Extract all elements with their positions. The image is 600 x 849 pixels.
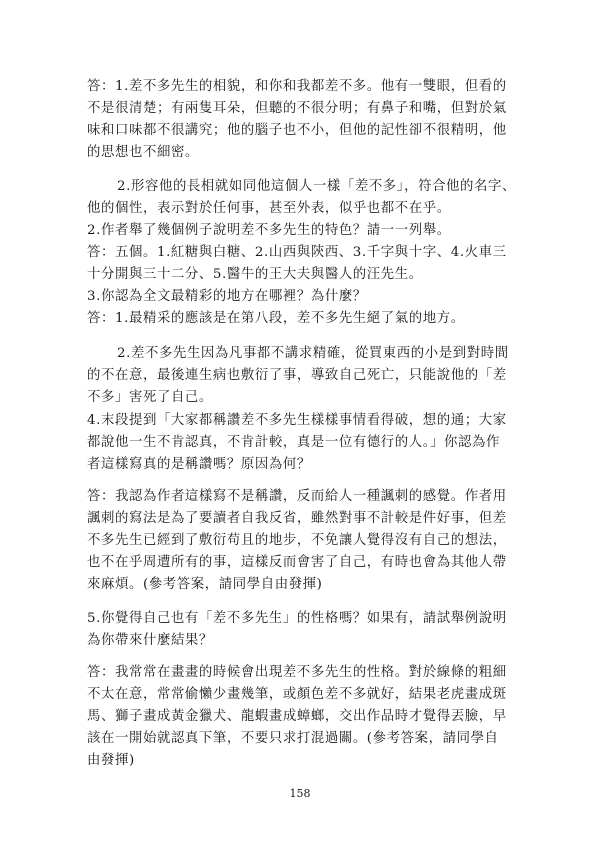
- text-line: 不多先生已經到了敷衍苟且的地步，不免讓人覺得沒有自己的想法，: [87, 533, 507, 548]
- text-line: 馬、獅子畫成黃金獵犬、龍蝦畫成蟑螂，交出作品時才覺得丟臉，早: [87, 709, 507, 724]
- text-line: 由發揮): [87, 753, 135, 768]
- text-line: 不多」害死了自己。: [87, 390, 213, 405]
- text-line: 的不在意，最後連生病也敷衍了事，導致自己死亡，只能說他的「差: [87, 368, 507, 383]
- text-line: 都說他一生不肯認真，不肯計較，真是一位有德行的人。」你認為作: [87, 435, 501, 450]
- question-line: 5.你覺得自己也有「差不多先生」的性格嗎？如果有，請試舉例說明: [87, 611, 507, 626]
- text-line: 也不在乎周遭所有的事，這樣反而會害了自己，有時也會為其他人帶: [87, 555, 507, 570]
- text-line: 答：我常常在畫畫的時候會出現差不多先生的性格。對於線條的粗細: [87, 665, 507, 680]
- question-line: 2.作者舉了幾個例子說明差不多先生的特色？請一一列舉。: [87, 223, 451, 238]
- question-line: 4.末段提到「大家都稱讚差不多先生樣樣事情看得破，想的通；大家: [87, 413, 507, 428]
- text-line: 答：五個。1.紅糖與白糖、2.山西與陝西、3.千字與十字、4.火車三: [87, 245, 507, 260]
- text-line: 該在一開始就認真下筆，不要只求打混過關。(參考答案，請同學自: [87, 731, 499, 746]
- text-line: 2.差不多先生因為凡事都不講求精確，從買東西的小是到對時間: [117, 346, 509, 361]
- text-line: 他的個性，表示對於任何事，甚至外表，似乎也都不在乎。: [87, 201, 451, 216]
- text-line: 來麻煩。(參考答案，請同學自由發揮): [87, 577, 323, 592]
- text-line: 不太在意，常常偷懶少畫幾筆，或顏色差不多就好，結果老虎畫成斑: [87, 687, 507, 702]
- text-line: 十分開與三十二分、5.醫牛的王大夫與醫人的汪先生。: [87, 267, 423, 282]
- text-line: 為你帶來什麼結果？: [87, 633, 213, 648]
- text-line: 不是很清楚；有兩隻耳朵，但聽的不很分明；有鼻子和嘴，但對於氣: [87, 101, 507, 116]
- text-line: 味和口味都不很講究；他的腦子也不小，但他的記性卻不很精明，他: [87, 123, 507, 138]
- text-line: 諷刺的寫法是為了要讀者自我反省，雖然對事不計較是件好事，但差: [87, 511, 507, 526]
- text-line: 答：1.最精采的應該是在第八段，差不多先生絕了氣的地方。: [87, 311, 465, 326]
- page-number: 158: [289, 787, 311, 800]
- text-line: 2.形容他的長相就如同他這個人一樣「差不多」，符合他的名字、: [117, 179, 517, 194]
- text-line: 答：1.差不多先生的相貌，和你和我都差不多。他有一雙眼，但看的: [87, 79, 507, 94]
- text-line: 答：我認為作者這樣寫不是稱讚，反而給人一種諷刺的感覺。作者用: [87, 489, 507, 504]
- text-line: 者這樣寫真的是稱讚嗎？原因為何？: [87, 457, 311, 472]
- text-line: 的思想也不細密。: [87, 145, 199, 160]
- question-line: 3.你認為全文最精彩的地方在哪裡？為什麼？: [87, 289, 367, 304]
